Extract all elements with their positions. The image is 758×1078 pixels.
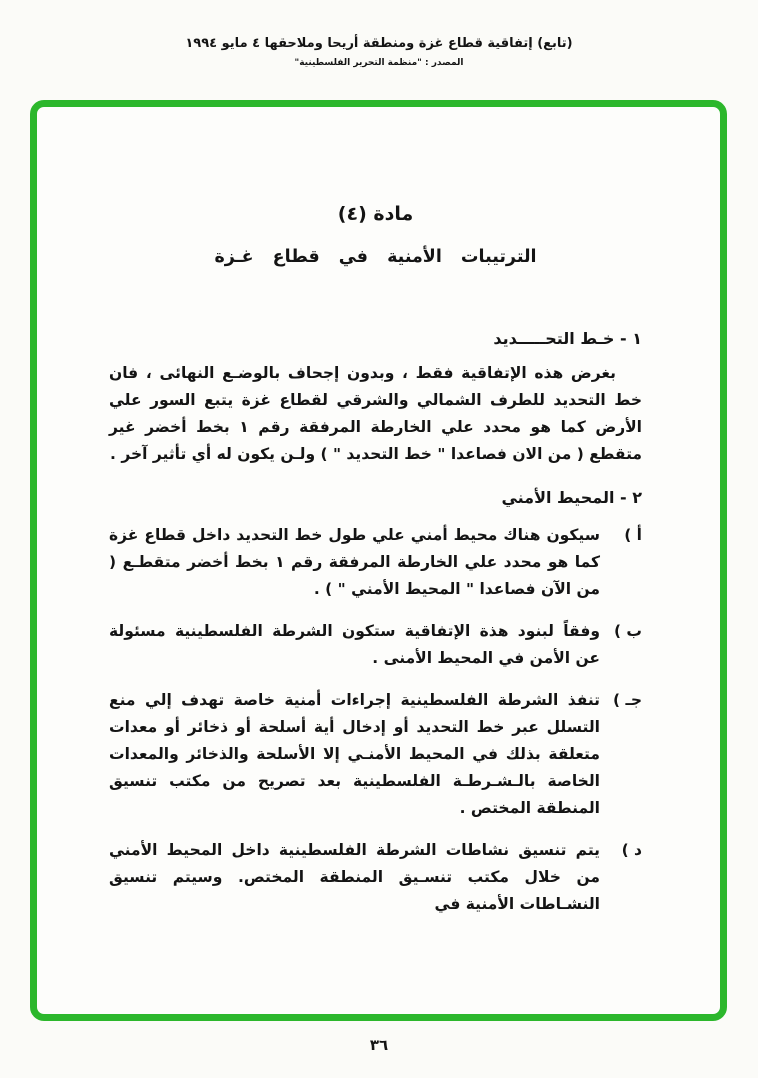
item-d-text: يتم تنسيق نشاطات الشرطة الفلسطينية داخل المحيط الأمني من خلال مكتب تنسـيق المنطقة المختص. وسيتم تنسيق النشـاطات الأمنية في <box>109 841 600 913</box>
item-c-text: تنفذ الشرطة الفلسطينية إجراءات أمنية خاصة تهدف إلي منع التسلل عبر خط التحديد أو إدخال أية أسلحة أو ذخائر أو معدات متعلقة بذلك في المحيط الأمنـي إلا الأسلحة والذخائر والمعدات الخاصة بالـشـرطـة الفلسطينية بعد تصريح من مكتب تنسيق المنطقة المختص . <box>109 691 600 817</box>
section-1-heading: ١ - خـط التحـــــديد <box>493 329 642 348</box>
page-header <box>0 36 758 68</box>
list-item-c <box>109 687 642 822</box>
section-security-perimeter <box>109 488 642 918</box>
section-1-paragraph: بغرض هذه الإتفاقية فقط ، وبدون إجحاف بالوضـع النهائى ، فان خط التحديد للطرف الشمالي والشرقي لقطاع غزة يتبع السور علي الأرض كما هو محدد علي الخارطة المرفقة رقم ١ بخط أخضر غير متقطع ( من الان فصاعدا " خط التحديد " ) ولـن يكون له أي تأثير آخر . <box>109 364 642 463</box>
article-title: مادة (٤) <box>337 203 414 225</box>
item-a-label: أ ) <box>624 526 642 544</box>
page-number: ٣٦ <box>369 1036 389 1054</box>
article-subtitle: الترتيبات الأمنية في قطاع غـزة <box>214 247 537 267</box>
header-title: (تابع) إتفاقية قطاع غزة ومنطقة أريحا وملاحقها ٤ مايو ١٩٩٤ <box>185 36 573 51</box>
item-b-text: وفقاً لبنود هذة الإتفاقية ستكون الشرطة الفلسطينية مسئولة عن الأمن في المحيط الأمنى . <box>109 622 600 667</box>
item-b-label: ب ) <box>613 622 642 640</box>
document-frame <box>30 100 727 1021</box>
list-item-a <box>109 522 642 603</box>
document-content <box>37 107 720 918</box>
header-source: المصدر : "منظمة التحرير الفلسطينية" <box>294 58 464 68</box>
list-item-b <box>109 618 642 672</box>
item-c-label: جـ ) <box>613 691 642 709</box>
section-demarcation-line <box>109 329 642 468</box>
section-2-heading: ٢ - المحيط الأمني <box>501 488 642 507</box>
list-item-d <box>109 837 642 918</box>
item-a-text: سيكون هناك محيط أمني علي طول خط التحديد داخل قطاع غزة كما هو محدد علي الخارطة المرفقة رقم ١ بخط أخضر متقطـع ( من الآن فصاعدا " المحيط الأمني " ) . <box>109 526 600 598</box>
item-d-label: د ) <box>621 841 642 859</box>
